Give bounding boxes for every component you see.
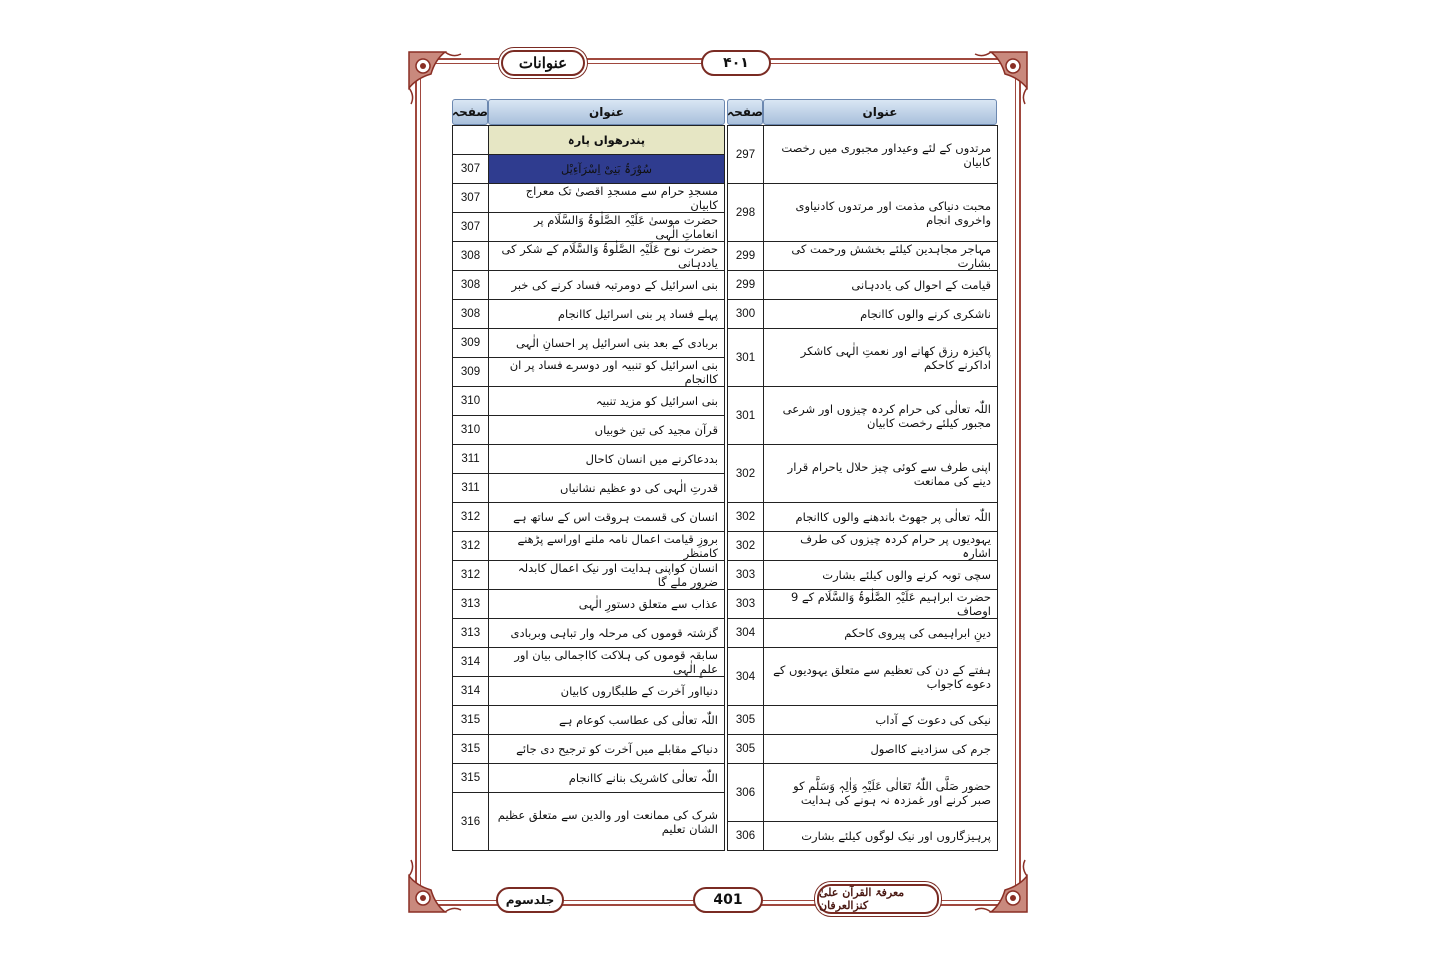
toc-entry-title: پرہیزگاروں اور نیک لوگوں کیلئے بشارت xyxy=(764,822,998,851)
toc-entry-title: حضرت ابراہیم عَلَیْہِ الصَّلٰوۃُ وَالسَّلَام کے 9 اوصاف xyxy=(764,590,998,619)
table-row xyxy=(728,532,998,561)
toc-entry-title: عذاب سے متعلق دستورِ الٰہی xyxy=(489,590,725,619)
page-number: 302 xyxy=(728,532,764,561)
toc-entry-title: شرک کی ممانعت اور والدین سے متعلق عظیم الشان تعلیم xyxy=(489,793,725,851)
page-number: 312 xyxy=(453,561,489,590)
right-page-header: صفحہ xyxy=(727,99,763,125)
toc-entry-title: محبت دنیاکی مذمت اور مرتدوں کادنیاوی واخروی انجام xyxy=(764,184,998,242)
table-row xyxy=(728,329,998,387)
page-number: 308 xyxy=(453,242,489,271)
toc-entry-title: اللّٰہ تعالٰی پر جھوٹ باندھنے والوں کاانجام xyxy=(764,503,998,532)
table-row xyxy=(728,300,998,329)
toc-entry-title: ہفتے کے دن کی تعظیم سے متعلق یہودیوں کے دعوے کاجواب xyxy=(764,648,998,706)
table-row xyxy=(728,184,998,242)
page-number: 312 xyxy=(453,532,489,561)
table-row xyxy=(453,503,725,532)
page-number: 313 xyxy=(453,619,489,648)
table-row xyxy=(728,822,998,851)
table-row xyxy=(453,445,725,474)
toc-entry-title: سچی توبہ کرنے والوں کیلئے بشارت xyxy=(764,561,998,590)
page-number: 307 xyxy=(453,184,489,213)
toc-entry-title: بددعاکرنے میں انسان کاحال xyxy=(489,445,725,474)
volume-label: جلدسوم xyxy=(496,887,564,913)
page-number: 300 xyxy=(728,300,764,329)
page-number: 312 xyxy=(453,503,489,532)
para-heading: پندرھواں پارہ xyxy=(489,126,725,155)
table-row xyxy=(728,126,998,184)
toc-entry-title: حضرت نوح عَلَیْہِ الصَّلٰوۃُ وَالسَّلَام کے شکر کی یاددہانی xyxy=(489,242,725,271)
toc-entry-title: اللّٰہ تعالٰی کاشریک بنانے کاانجام xyxy=(489,764,725,793)
page-number: 306 xyxy=(728,822,764,851)
toc-entry-title: بنی اسرائیل کے دومرتبہ فساد کرنے کی خبر xyxy=(489,271,725,300)
table-row xyxy=(453,706,725,735)
toc-entry-title: قدرتِ الٰہی کی دو عظیم نشانیاں xyxy=(489,474,725,503)
page-number: 307 xyxy=(453,213,489,242)
table-row xyxy=(453,590,725,619)
page-number: 305 xyxy=(728,735,764,764)
left-page-header: صفحہ xyxy=(452,99,488,125)
toc-entry-title: دینِ ابراہیمی کی پیروی کاحکم xyxy=(764,619,998,648)
page-number: 308 xyxy=(453,271,489,300)
page-number: 303 xyxy=(728,561,764,590)
table-row xyxy=(728,648,998,706)
table-of-contents xyxy=(452,99,997,865)
table-row xyxy=(728,619,998,648)
table-row xyxy=(453,213,725,242)
page-number: 302 xyxy=(728,445,764,503)
page-number: 307 xyxy=(453,155,489,184)
toc-entry-title: گزشتہ قوموں کی مرحلہ وار تباہی وبربادی xyxy=(489,619,725,648)
page-number: 302 xyxy=(728,503,764,532)
table-row xyxy=(453,416,725,445)
book-page xyxy=(403,46,1033,918)
table-row xyxy=(728,242,998,271)
page-number: 299 xyxy=(728,242,764,271)
table-row xyxy=(453,648,725,677)
table-row xyxy=(453,735,725,764)
table-row xyxy=(453,271,725,300)
table-row xyxy=(728,271,998,300)
right-title-header: عنوان xyxy=(763,99,997,125)
table-row xyxy=(453,619,725,648)
toc-entry-title: بنی اسرائیل کو مزید تنبیہ xyxy=(489,387,725,416)
page-number: 316 xyxy=(453,793,489,851)
page-number: 308 xyxy=(453,300,489,329)
table-row xyxy=(453,561,725,590)
toc-entry-title: مسجدِ حرام سے مسجدِ اقصیٰ تک معراج کابیان xyxy=(489,184,725,213)
toc-entry-title: حضور صَلَّی اللّٰہُ تَعَالٰی عَلَیْہِ وَاٰلِہٖ وَسَلَّم کو صبر کرنے اور غمزدہ نہ ہونے کی ہدایت xyxy=(764,764,998,822)
table-row xyxy=(728,590,998,619)
page-number: 315 xyxy=(453,764,489,793)
left-table xyxy=(452,125,725,851)
toc-entry-title: اللّٰہ تعالٰی کی حرام کردہ چیزوں اور شرعی مجبور کیلئے رخصت کابیان xyxy=(764,387,998,445)
toc-entry-title: بربادی کے بعد بنی اسرائیل پر احسانِ الٰہی xyxy=(489,329,725,358)
right-table xyxy=(727,125,998,851)
left-title-header: عنوان xyxy=(488,99,725,125)
page-number: 306 xyxy=(728,764,764,822)
toc-entry-title: حضرت موسیٰ عَلَیْہِ الصَّلٰوۃُ وَالسَّلَام پر انعاماتِ الٰہی xyxy=(489,213,725,242)
toc-entry-title: مہاجر مجاہدین کیلئے بخشش ورحمت کی بشارت xyxy=(764,242,998,271)
corner-ornament xyxy=(405,856,465,916)
toc-entry-title: پاکیزہ رزق کھانے اور نعمتِ الٰہی کاشکر اداکرنے کاحکم xyxy=(764,329,998,387)
toc-entry-title: بنی اسرائیل کو تنبیہ اور دوسرے فساد پر ان کاانجام xyxy=(489,358,725,387)
page-number: 304 xyxy=(728,619,764,648)
table-row xyxy=(728,706,998,735)
page-number: 299 xyxy=(728,271,764,300)
table-row xyxy=(728,387,998,445)
table-row xyxy=(728,735,998,764)
table-row xyxy=(453,764,725,793)
page-number: 309 xyxy=(453,358,489,387)
table-row xyxy=(453,793,725,851)
toc-entry-title: قرآن مجید کی تین خوبیاں xyxy=(489,416,725,445)
table-row xyxy=(453,532,725,561)
toc-entry-title: قیامت کے احوال کی یاددہانی xyxy=(764,271,998,300)
page-number: 304 xyxy=(728,648,764,706)
footer-page-number: 401 xyxy=(693,887,763,913)
table-row xyxy=(453,329,725,358)
table-row xyxy=(453,387,725,416)
page-number: 315 xyxy=(453,735,489,764)
toc-entry-title: مرتدوں کے لئے وعیداور مجبوری میں رخصت کابیان xyxy=(764,126,998,184)
page-number: 310 xyxy=(453,387,489,416)
page-number: 314 xyxy=(453,648,489,677)
book-title: معرفۃ القرآن علیٰ کنزالعرفان xyxy=(817,884,939,914)
toc-entry-title: اپنی طرف سے کوئی چیز حلال یاحرام قرار دینے کی ممانعت xyxy=(764,445,998,503)
table-row xyxy=(453,242,725,271)
table-row xyxy=(728,445,998,503)
table-row xyxy=(453,358,725,387)
table-row xyxy=(728,561,998,590)
page-number: 310 xyxy=(453,416,489,445)
page-number: 315 xyxy=(453,706,489,735)
page-number: 301 xyxy=(728,387,764,445)
table-row xyxy=(453,300,725,329)
corner-ornament xyxy=(971,856,1031,916)
table-row xyxy=(453,677,725,706)
toc-entry-title: یہودیوں پر حرام کردہ چیزوں کی طرف اشارہ xyxy=(764,532,998,561)
toc-entry-title: انسان کواپنی ہدایت اور نیک اعمال کابدلہ ضرور ملے گا xyxy=(489,561,725,590)
page-number: 311 xyxy=(453,474,489,503)
toc-entry-title: دنیااور آخرت کے طلبگاروں کابیان xyxy=(489,677,725,706)
page-number: 313 xyxy=(453,590,489,619)
page-number: 301 xyxy=(728,329,764,387)
toc-entry-title: پہلے فساد پر بنی اسرائیل کاانجام xyxy=(489,300,725,329)
table-row xyxy=(728,764,998,822)
page-number: 309 xyxy=(453,329,489,358)
page-number: 303 xyxy=(728,590,764,619)
toc-entry-title: ناشکری کرنے والوں کاانجام xyxy=(764,300,998,329)
toc-entry-title: دنیاکے مقابلے میں آخرت کو ترجیح دی جائے xyxy=(489,735,725,764)
table-row xyxy=(453,474,725,503)
table-row xyxy=(728,503,998,532)
toc-entry-title: اللّٰہ تعالٰی کی عطاسب کوعام ہے xyxy=(489,706,725,735)
surah-heading: سُوْرَۃُ بَنِیْ اِسْرَآءِیْل xyxy=(489,155,725,184)
page-number: 311 xyxy=(453,445,489,474)
toc-entry-title: سابقہ قوموں کی ہلاکت کااجمالی بیان اور علمِ الٰہی xyxy=(489,648,725,677)
toc-entry-title: جرم کی سزادینے کااصول xyxy=(764,735,998,764)
page-number: 305 xyxy=(728,706,764,735)
page-number: 298 xyxy=(728,184,764,242)
toc-entry-title: بروزِ قیامت اعمال نامہ ملنے اوراسے پڑھنے کامنظر xyxy=(489,532,725,561)
table-row xyxy=(453,184,725,213)
section-title: عنوانات xyxy=(501,50,585,76)
page-number: 314 xyxy=(453,677,489,706)
toc-entry-title: انسان کی قسمت ہروقت اس کے ساتھ ہے xyxy=(489,503,725,532)
toc-entry-title: نیکی کی دعوت کے آداب xyxy=(764,706,998,735)
page-number: 297 xyxy=(728,126,764,184)
header-page-number: ۴۰۱ xyxy=(701,50,771,76)
